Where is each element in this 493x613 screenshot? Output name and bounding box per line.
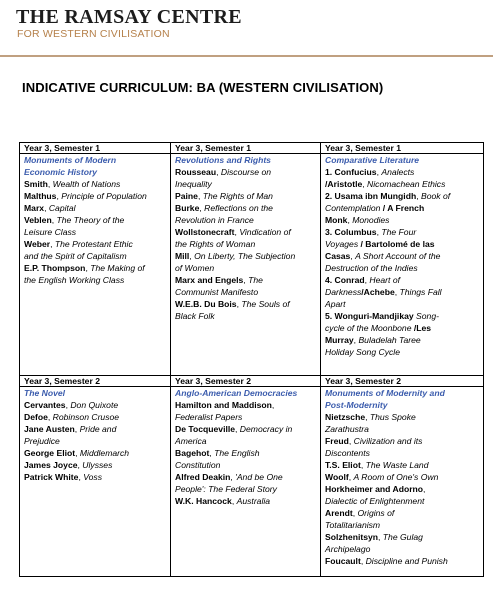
work-title: Ulysses bbox=[82, 460, 113, 470]
author-name: Weber bbox=[24, 239, 51, 249]
semester-label: Year 3, Semester 1 bbox=[24, 143, 100, 153]
punctuation: , bbox=[197, 191, 203, 201]
punctuation: , bbox=[56, 191, 62, 201]
author-name: Casas bbox=[325, 251, 351, 261]
punctuation: , bbox=[50, 239, 55, 249]
work-title: Pride and bbox=[79, 424, 117, 434]
work-title: Vindication of bbox=[239, 227, 291, 237]
punctuation: , bbox=[236, 299, 242, 309]
reading-line bbox=[325, 238, 481, 250]
author-name: Cervantes bbox=[24, 400, 66, 410]
reading-line bbox=[175, 262, 318, 274]
author-name: 3. Columbus bbox=[325, 227, 377, 237]
reading-line bbox=[24, 202, 168, 214]
author-name: Marx and Engels bbox=[175, 275, 244, 285]
course-cell bbox=[321, 376, 484, 577]
work-title: Inequality bbox=[175, 179, 212, 189]
author-name: George Eliot bbox=[24, 448, 76, 458]
work-title: Thus Spoke bbox=[369, 412, 416, 422]
author-name: 1. Confucius bbox=[325, 167, 377, 177]
punctuation: , bbox=[360, 556, 366, 566]
work-title: Democracy in bbox=[239, 424, 293, 434]
work-title: Capital bbox=[48, 203, 76, 213]
reading-line bbox=[175, 471, 318, 483]
work-title: Totalitarianism bbox=[325, 520, 381, 530]
work-title: Discipline and Punish bbox=[365, 556, 448, 566]
punctuation: , bbox=[347, 215, 353, 225]
table-row bbox=[20, 143, 484, 376]
reading-line bbox=[24, 190, 168, 202]
reading-line bbox=[325, 250, 481, 262]
work-title: Revolution in France bbox=[175, 215, 254, 225]
reading-line bbox=[175, 178, 318, 190]
reading-line bbox=[175, 250, 318, 262]
course-cell bbox=[171, 376, 321, 577]
semester-label: Year 3, Semester 2 bbox=[24, 376, 100, 386]
author-name: Malthus bbox=[24, 191, 57, 201]
reading-line bbox=[24, 447, 168, 459]
punctuation: , bbox=[271, 400, 275, 410]
reading-line bbox=[325, 286, 481, 298]
author-name: Foucault bbox=[325, 556, 361, 566]
punctuation: , bbox=[235, 424, 240, 434]
punctuation: , bbox=[348, 472, 354, 482]
work-title: Things Fall bbox=[399, 287, 442, 297]
work-title: Nicomachean Ethics bbox=[367, 179, 446, 189]
author-name: Marx bbox=[24, 203, 45, 213]
work-title: Civilization and its bbox=[353, 436, 423, 446]
reading-line bbox=[325, 298, 481, 310]
punctuation: , bbox=[78, 472, 84, 482]
author-name: De Tocqueville bbox=[175, 424, 236, 434]
author-name: W.K. Hancock bbox=[175, 496, 232, 506]
work-title: Book of bbox=[420, 191, 451, 201]
work-title: Archipelago bbox=[325, 544, 371, 554]
reading-line bbox=[325, 483, 481, 495]
reading-line bbox=[175, 411, 318, 423]
work-title: People': The Federal Story bbox=[175, 484, 277, 494]
author-name: 4. Conrad bbox=[325, 275, 365, 285]
work-title: of Women bbox=[175, 263, 215, 273]
work-title: The Theory of the bbox=[56, 215, 125, 225]
work-title: America bbox=[175, 436, 207, 446]
reading-line bbox=[175, 459, 318, 471]
course-topic: The Novel bbox=[24, 388, 66, 398]
work-title: The Protestant Ethic bbox=[54, 239, 133, 249]
punctuation: , bbox=[234, 227, 240, 237]
reading-line bbox=[24, 178, 168, 190]
author-name: Hamilton and Maddison bbox=[175, 400, 272, 410]
course-topic: Anglo-American Democracies bbox=[175, 388, 298, 398]
reading-line bbox=[24, 459, 168, 471]
work-title: The Rights of Man bbox=[202, 191, 273, 201]
reading-line bbox=[325, 447, 481, 459]
reading-line bbox=[325, 226, 481, 238]
work-title: Federalist Papers bbox=[175, 412, 243, 422]
reading-line bbox=[325, 178, 481, 190]
logo-main-text: THE RAMSAY CENTRE bbox=[16, 6, 242, 28]
author-name: Rousseau bbox=[175, 167, 217, 177]
work-title: Wealth of Nations bbox=[52, 179, 121, 189]
page-title: INDICATIVE CURRICULUM: BA (WESTERN CIVILISATION) bbox=[22, 80, 384, 95]
work-title: Black Folk bbox=[175, 311, 215, 321]
reading-line bbox=[325, 310, 481, 322]
work-title: Zarathustra bbox=[325, 424, 369, 434]
punctuation: , bbox=[364, 275, 370, 285]
punctuation: , bbox=[353, 335, 359, 345]
semester-label: Year 3, Semester 2 bbox=[175, 376, 251, 386]
author-name: / A French bbox=[380, 203, 425, 213]
punctuation: , bbox=[348, 436, 354, 446]
course-cell bbox=[20, 143, 171, 376]
reading-line bbox=[325, 495, 481, 507]
work-title: Buladelah Taree bbox=[358, 335, 421, 345]
reading-line bbox=[175, 399, 318, 411]
course-topic: Economic History bbox=[24, 167, 98, 177]
author-name: Patrick White bbox=[24, 472, 79, 482]
reading-line bbox=[24, 262, 168, 274]
work-title: Reflections on the bbox=[204, 203, 273, 213]
reading-line bbox=[175, 310, 318, 322]
author-name: E.P. Thompson bbox=[24, 263, 86, 273]
reading-line bbox=[325, 471, 481, 483]
punctuation: , bbox=[376, 167, 382, 177]
reading-line bbox=[24, 226, 168, 238]
work-title: Don Quixote bbox=[70, 400, 119, 410]
reading-line bbox=[325, 274, 481, 286]
punctuation: , bbox=[362, 179, 368, 189]
reading-line bbox=[325, 459, 481, 471]
punctuation: , bbox=[85, 263, 91, 273]
author-name: Woolf bbox=[325, 472, 349, 482]
punctuation: , bbox=[47, 412, 53, 422]
punctuation: , bbox=[75, 448, 80, 458]
punctuation: , bbox=[376, 227, 382, 237]
reading-line bbox=[325, 190, 481, 202]
work-title: Discourse on bbox=[220, 167, 272, 177]
author-name: 2. Usama ibn Mungidh bbox=[325, 191, 417, 201]
author-name: Murray bbox=[325, 335, 354, 345]
punctuation: , bbox=[416, 191, 421, 201]
reading-line bbox=[24, 435, 168, 447]
reading-line bbox=[325, 202, 481, 214]
work-title: Middlemarch bbox=[79, 448, 130, 458]
course-topic: Post-Modernity bbox=[325, 400, 388, 410]
author-name: Arendt bbox=[325, 508, 353, 518]
reading-line bbox=[24, 471, 168, 483]
author-name: James Joyce bbox=[24, 460, 78, 470]
course-topic: Monuments of Modern bbox=[24, 155, 117, 165]
reading-line bbox=[325, 435, 481, 447]
author-name: Freud bbox=[325, 436, 349, 446]
reading-line bbox=[175, 214, 318, 226]
work-title: Contemplation bbox=[325, 203, 381, 213]
course-topic: Monuments of Modernity and bbox=[325, 388, 445, 398]
work-title: The Gulag bbox=[382, 532, 423, 542]
punctuation: , bbox=[423, 484, 426, 494]
punctuation: , bbox=[189, 251, 195, 261]
reading-line bbox=[24, 411, 168, 423]
curriculum-table bbox=[19, 142, 484, 577]
reading-line bbox=[175, 298, 318, 310]
punctuation: , bbox=[243, 275, 249, 285]
work-title: Communist Manifesto bbox=[175, 287, 259, 297]
work-title: Darkness bbox=[325, 287, 362, 297]
work-title: Australia bbox=[236, 496, 271, 506]
punctuation: , bbox=[360, 460, 366, 470]
course-cell bbox=[20, 376, 171, 577]
reading-line bbox=[325, 346, 481, 358]
work-title: The English bbox=[214, 448, 260, 458]
work-title: Discontents bbox=[325, 448, 370, 458]
author-name: /Achebe bbox=[361, 287, 395, 297]
author-name: Horkheimer and Adorno bbox=[325, 484, 424, 494]
work-title: 'And be One bbox=[235, 472, 283, 482]
course-cell bbox=[171, 143, 321, 376]
reading-line bbox=[325, 531, 481, 543]
work-title: Robinson Crusoe bbox=[52, 412, 120, 422]
reading-line bbox=[325, 214, 481, 226]
work-title: The bbox=[248, 275, 263, 285]
reading-line bbox=[325, 166, 481, 178]
author-name: /Aristotle bbox=[325, 179, 363, 189]
author-name: Defoe bbox=[24, 412, 48, 422]
author-name: /Les bbox=[411, 323, 432, 333]
reading-line bbox=[24, 238, 168, 250]
author-name: Solzhenitsyn bbox=[325, 532, 379, 542]
author-name: Veblen bbox=[24, 215, 52, 225]
semester-label: Year 3, Semester 1 bbox=[325, 143, 401, 153]
work-title: A Short Account of the bbox=[355, 251, 441, 261]
punctuation: , bbox=[65, 400, 71, 410]
table-row bbox=[20, 376, 484, 577]
work-title: The Making of bbox=[90, 263, 145, 273]
work-title: Monodies bbox=[352, 215, 390, 225]
course-topic: Revolutions and Rights bbox=[175, 155, 271, 165]
work-title: Heart of bbox=[369, 275, 400, 285]
reading-line bbox=[325, 262, 481, 274]
author-name: Bagehot bbox=[175, 448, 210, 458]
punctuation: , bbox=[352, 508, 358, 518]
course-cell bbox=[321, 143, 484, 376]
work-title: The Four bbox=[381, 227, 417, 237]
reading-line bbox=[175, 483, 318, 495]
author-name: Wollstonecraft bbox=[175, 227, 235, 237]
logo-sub-text: FOR WESTERN CIVILISATION bbox=[17, 28, 170, 40]
reading-line bbox=[175, 495, 318, 507]
author-name: Burke bbox=[175, 203, 200, 213]
reading-line bbox=[325, 322, 481, 334]
reading-line bbox=[175, 423, 318, 435]
work-title: Analects bbox=[381, 167, 415, 177]
work-title: A Room of One's Own bbox=[353, 472, 439, 482]
reading-line bbox=[175, 274, 318, 286]
course-topic: Comparative Literature bbox=[325, 155, 420, 165]
reading-line bbox=[175, 238, 318, 250]
work-title: Voyages bbox=[325, 239, 359, 249]
work-title: Holiday Song Cycle bbox=[325, 347, 400, 357]
ramsay-centre-logo bbox=[16, 6, 242, 40]
work-title: On Liberty, The Subjection bbox=[194, 251, 296, 261]
reading-line bbox=[24, 214, 168, 226]
punctuation: , bbox=[44, 203, 49, 213]
semester-label: Year 3, Semester 1 bbox=[175, 143, 251, 153]
work-title: Leisure Class bbox=[24, 227, 77, 237]
punctuation: , bbox=[231, 496, 237, 506]
punctuation: , bbox=[365, 412, 370, 422]
work-title: Apart bbox=[325, 299, 346, 309]
reading-line bbox=[175, 447, 318, 459]
author-name: Smith bbox=[24, 179, 48, 189]
work-title: The Souls of bbox=[241, 299, 290, 309]
punctuation: , bbox=[216, 167, 221, 177]
punctuation: , bbox=[209, 448, 215, 458]
reading-line bbox=[24, 250, 168, 262]
work-title: Voss bbox=[83, 472, 103, 482]
author-name: / Bartolomé de las bbox=[358, 239, 435, 249]
reading-line bbox=[325, 555, 481, 567]
author-name: W.E.B. Du Bois bbox=[175, 299, 237, 309]
work-title: Prejudice bbox=[24, 436, 60, 446]
work-title: the English Working Class bbox=[24, 275, 125, 285]
author-name: Paine bbox=[175, 191, 198, 201]
reading-line bbox=[175, 190, 318, 202]
author-name: Jane Austen bbox=[24, 424, 75, 434]
reading-line bbox=[325, 543, 481, 555]
reading-line bbox=[325, 507, 481, 519]
work-title: the Rights of Woman bbox=[175, 239, 256, 249]
author-name: Alfred Deakin bbox=[175, 472, 231, 482]
work-title: Song- bbox=[416, 311, 439, 321]
work-title: The Waste Land bbox=[365, 460, 429, 470]
reading-line bbox=[24, 399, 168, 411]
reading-line bbox=[325, 411, 481, 423]
work-title: Principle of Population bbox=[61, 191, 147, 201]
work-title: Destruction of the Indies bbox=[325, 263, 418, 273]
header-divider bbox=[0, 55, 493, 57]
punctuation: , bbox=[350, 251, 356, 261]
author-name: Mill bbox=[175, 251, 190, 261]
punctuation: , bbox=[51, 215, 57, 225]
reading-line bbox=[325, 519, 481, 531]
punctuation: , bbox=[394, 287, 400, 297]
author-name: 5. Wonguri-Mandjikay bbox=[325, 311, 414, 321]
reading-line bbox=[175, 226, 318, 238]
semester-label: Year 3, Semester 2 bbox=[325, 376, 401, 386]
work-title: Dialectic of Enlightenment bbox=[325, 496, 425, 506]
author-name: Nietzsche bbox=[325, 412, 366, 422]
punctuation: , bbox=[77, 460, 83, 470]
reading-line bbox=[24, 423, 168, 435]
reading-line bbox=[175, 166, 318, 178]
reading-line bbox=[24, 274, 168, 286]
author-name: Monk bbox=[325, 215, 348, 225]
reading-line bbox=[325, 423, 481, 435]
work-title: Constitution bbox=[175, 460, 221, 470]
reading-line bbox=[175, 286, 318, 298]
punctuation: , bbox=[47, 179, 53, 189]
author-name: T.S. Eliot bbox=[325, 460, 361, 470]
reading-line bbox=[175, 202, 318, 214]
punctuation: , bbox=[378, 532, 383, 542]
punctuation: , bbox=[230, 472, 236, 482]
reading-line bbox=[325, 334, 481, 346]
work-title: cycle of the Moonbone bbox=[325, 323, 412, 333]
punctuation: , bbox=[199, 203, 205, 213]
work-title: Origins of bbox=[357, 508, 395, 518]
punctuation: , bbox=[74, 424, 80, 434]
reading-line bbox=[175, 435, 318, 447]
work-title: and the Spirit of Capitalism bbox=[24, 251, 127, 261]
